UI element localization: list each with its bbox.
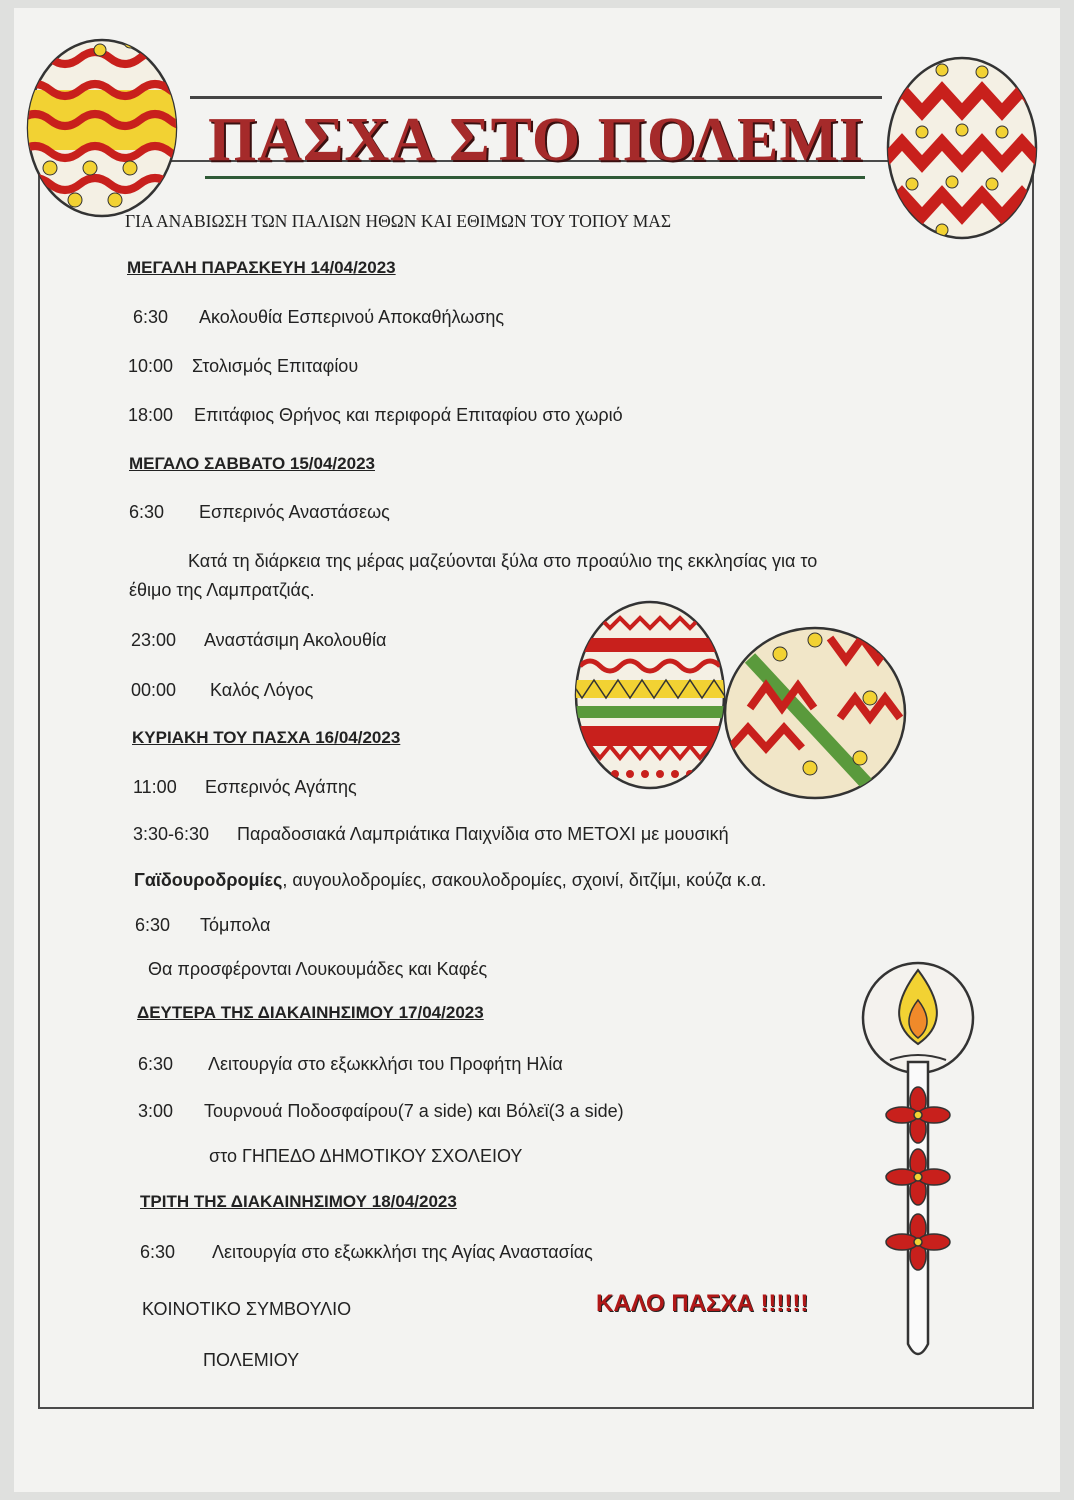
signature-line: ΠΟΛΕΜΙΟΥ [203,1350,300,1370]
event-row [133,824,729,845]
event-time: 23:00 [131,630,177,650]
event-text: Καλός Λόγος [210,680,314,700]
middle-egg-pair-illustration [570,598,910,803]
day-heading-easter-sunday: ΚΥΡΙΑΚΗ ΤΟΥ ΠΑΣΧΑ 16/04/2023 [132,728,401,747]
offer-line: Θα προσφέρονται Λουκουμάδες και Καφές [148,959,488,979]
event-time: 6:30 [129,502,165,522]
title-rule-top [190,96,882,99]
poster-subtitle: ΓΙΑ ΑΝΑΒΙΩΣΗ ΤΩΝ ΠΑΛΙΩΝ ΗΘΩΝ ΚΑΙ ΕΘΙΜΩΝ ΤΟΥ ΤΟΠΟΥ ΜΑΣ [125,211,672,231]
event-text: Ακολουθία Εσπερινού Αποκαθήλωσης [199,307,505,327]
event-text: Επιτάφιος Θρήνος και περιφορά Επιταφίου στο χωριό [194,405,623,425]
event-text: Λειτουργία στο εξωκκλήσι του Προφήτη Ηλία [208,1054,563,1074]
event-text: Εσπερινός Αναστάσεως [199,502,390,522]
note-line: Κατά τη διάρκεια της μέρας μαζεύονται ξύλα στο προαύλιο της εκκλησίας για το [188,551,818,571]
event-text: Τουρνουά Ποδοσφαίρου(7 a side) και Βόλεϊ(3 a side) [204,1101,624,1121]
note-line: έθιμο της Λαμπρατζιάς. [129,580,315,600]
event-text: Εσπερινός Αγάπης [205,777,357,797]
games-rest: , αυγουλοδρομίες, σακουλοδρομίες, σχοινί, διτζίμι, κούζα κ.α. [282,870,767,890]
event-row [140,1242,593,1263]
event-time: 3:30-6:30 [133,824,210,844]
poster-title: ΠΑΣΧΑ ΣΤΟ ΠΟΛΕΜΙ [207,106,864,174]
event-time: 3:00 [138,1101,174,1121]
top-left-egg-illustration [20,28,185,218]
event-row [128,405,623,426]
top-right-egg-illustration [882,52,1042,244]
day-heading-easter-monday: ΔΕΥΤΕΡΑ ΤΗΣ ΔΙΑΚΑΙΝΗΣΙΜΟΥ 17/04/2023 [137,1003,484,1022]
event-row [131,630,386,651]
day-heading-holy-saturday: ΜΕΓΑΛΟ ΣΑΒΒΑΤΟ 15/04/2023 [129,454,375,473]
day-heading-easter-tuesday: ΤΡΙΤΗ ΤΗΣ ΔΙΑΚΑΙΝΗΣΙΜΟΥ 18/04/2023 [140,1192,457,1211]
event-time: 18:00 [128,405,174,425]
event-row [135,915,270,936]
event-text: Παραδοσιακά Λαμπριάτικα Παιχνίδια στο ΜΕΤΟΧΙ με μουσική [237,824,729,844]
event-time: 11:00 [133,777,177,797]
event-text: Τόμπολα [200,915,271,935]
venue-line: στο ΓΗΠΕΔΟ ΔΗΜΟΤΙΚΟΥ ΣΧΟΛΕΙΟΥ [209,1146,523,1166]
games-line [134,870,766,891]
event-time: 6:30 [135,915,171,935]
event-row [133,307,504,328]
event-time: 6:30 [133,307,169,327]
event-row [128,356,358,377]
event-row [131,680,313,701]
event-row [138,1101,624,1122]
day-heading-good-friday: ΜΕΓΑΛΗ ΠΑΡΑΣΚΕΥΗ 14/04/2023 [127,258,396,277]
signature-line: ΚΟΙΝΟΤΙΚΟ ΣΥΜΒΟΥΛΙΟ [142,1299,352,1319]
games-highlight: Γαϊδουροδρομίες [134,870,283,890]
event-row [138,1054,563,1075]
event-time: 6:30 [140,1242,176,1262]
event-text: Στολισμός Επιταφίου [192,356,359,376]
event-text: Λειτουργία στο εξωκκλήσι της Αγίας Αναστασίας [212,1242,593,1262]
event-time: 6:30 [138,1054,174,1074]
event-text: Αναστάσιμη Ακολουθία [204,630,387,650]
easter-candle-illustration [855,952,975,1392]
closing-greeting: ΚΑΛΟ ΠΑΣΧΑ !!!!!! [596,1290,809,1317]
event-time: 00:00 [131,680,177,700]
event-row [133,777,357,798]
title-rule-bottom [205,176,865,179]
event-row [129,502,390,523]
event-time: 10:00 [128,356,174,376]
